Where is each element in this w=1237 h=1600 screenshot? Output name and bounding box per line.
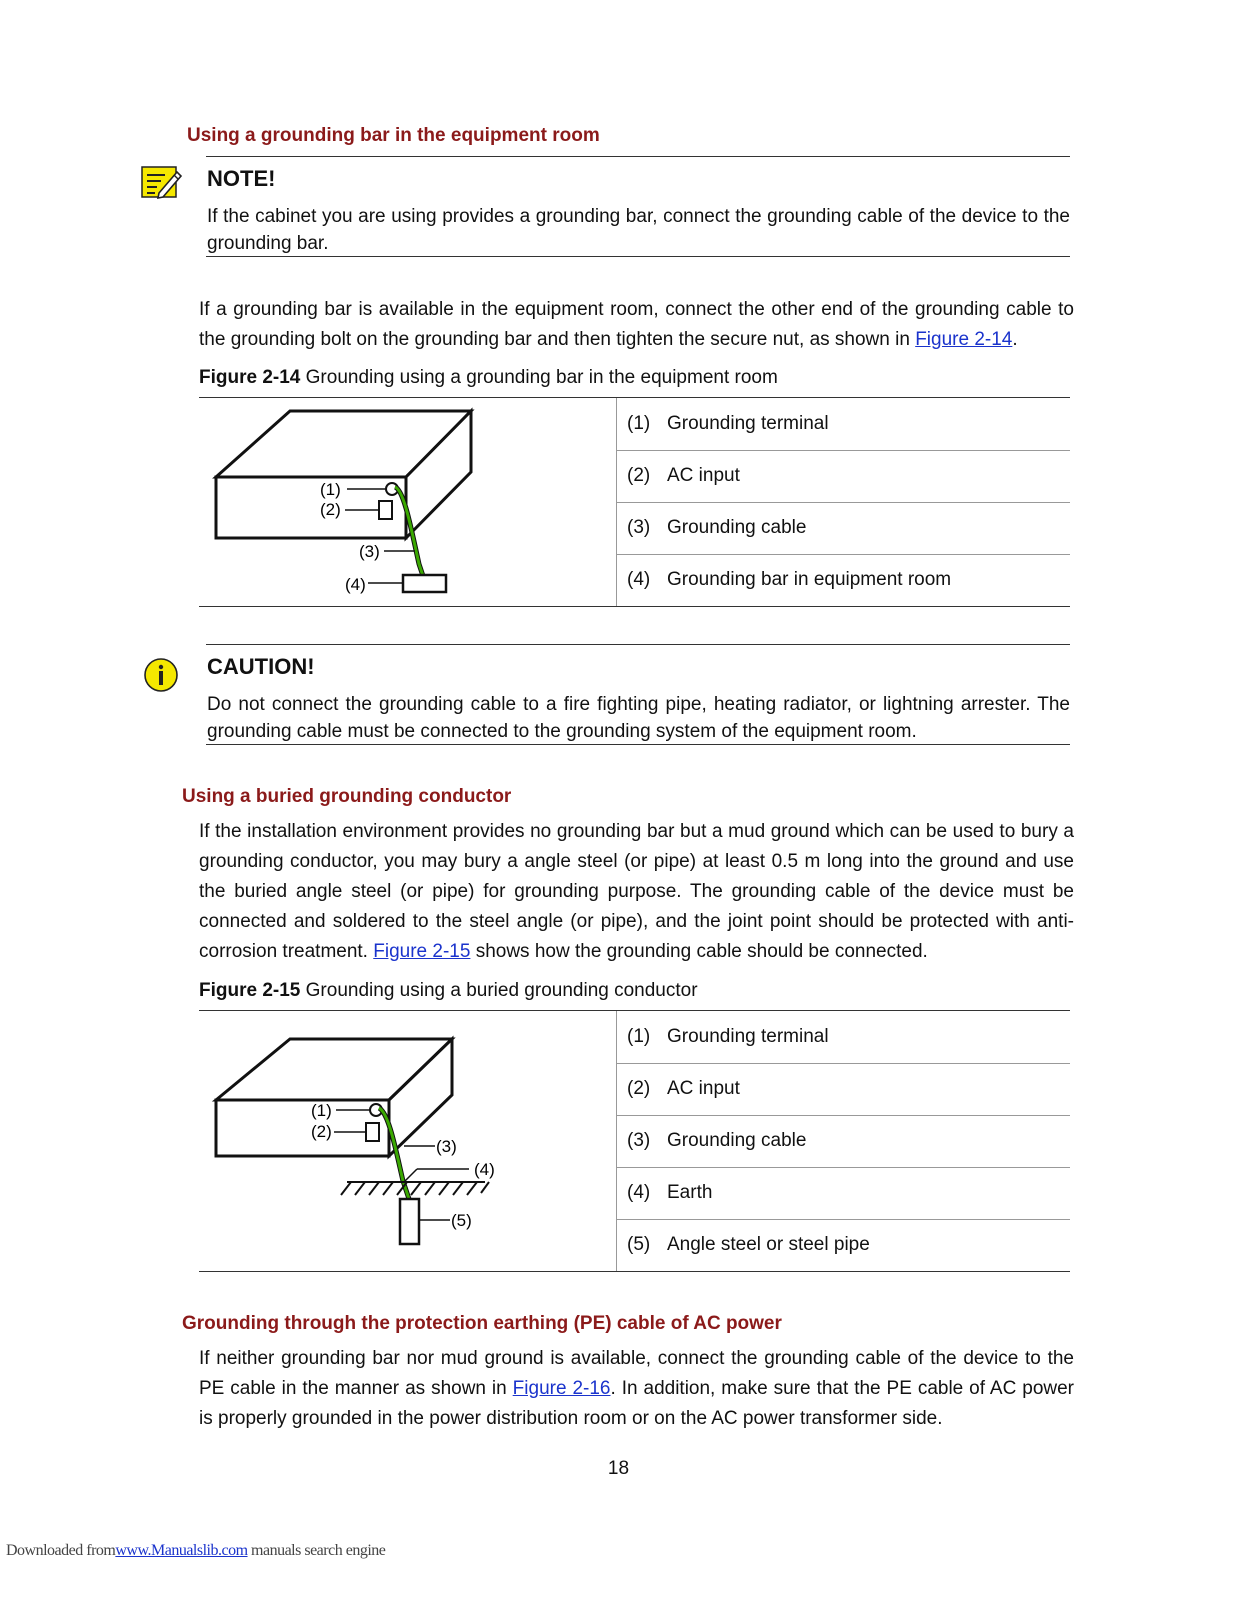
- legend-num: (1): [627, 413, 651, 434]
- figure-2-15-diagram: [199, 1011, 615, 1271]
- note-text: If the cabinet you are using provides a grounding bar, connect the grounding cable of the device to the grounding bar.: [207, 206, 1070, 254]
- legend-row: [617, 554, 1070, 606]
- caution-bottom-rule: [206, 744, 1070, 745]
- figure-caption-text: Grounding using a grounding bar in the equipment room: [305, 367, 778, 388]
- callout-1: (1): [311, 1101, 332, 1120]
- paragraph-grounding-bar: [199, 295, 1074, 355]
- figure-2-14-diagram: [199, 398, 615, 606]
- legend-row: [617, 1219, 1070, 1271]
- callout-3: (3): [436, 1137, 457, 1156]
- legend-row: [617, 1167, 1070, 1220]
- device-front-face: [216, 477, 406, 538]
- info-circle-icon: [143, 657, 179, 693]
- figure-2-14-link[interactable]: Figure 2-14: [915, 329, 1013, 350]
- paragraph-text: If a grounding bar is available in the equipment room, connect the other end of the grounding cable to the grounding bolt on the grounding bar and then tighten the secure nut, as shown in: [199, 299, 1074, 350]
- legend-row: [617, 1115, 1070, 1168]
- legend-row: [617, 1011, 1070, 1064]
- legend-label: Angle steel or steel pipe: [667, 1234, 870, 1255]
- callout-2: (2): [311, 1122, 332, 1141]
- grounding-bar-shape: [403, 575, 446, 592]
- legend-label: Grounding bar in equipment room: [667, 569, 952, 590]
- figure-label: Figure 2-15: [199, 980, 301, 1001]
- download-footer: [6, 1542, 385, 1560]
- legend-row: [617, 1063, 1070, 1116]
- device-front-face: [216, 1100, 389, 1156]
- footer-prefix: Downloaded from: [6, 1542, 116, 1559]
- figure-caption-text: Grounding using a buried grounding conductor: [305, 980, 698, 1001]
- note-top-rule: [206, 156, 1070, 157]
- caution-text: Do not connect the grounding cable to a fire fighting pipe, heating radiator, or lightning arrester. The grounding cable must be connected to the grounding system of the equipment room.: [207, 694, 1070, 742]
- legend-num: (4): [627, 1182, 651, 1203]
- section-heading-grounding-bar: Using a grounding bar in the equipment room: [187, 125, 600, 146]
- section-heading-pe-cable: Grounding through the protection earthing (PE) cable of AC power: [182, 1313, 782, 1334]
- figure-2-14: [199, 397, 1070, 607]
- figure-2-14-legend: [617, 398, 1070, 606]
- legend-label: AC input: [667, 465, 740, 486]
- paragraph-text: If the installation environment provides no grounding bar but a mud ground which can be used to bury a grounding conductor, you may bury a angle steel (or pipe) at least 0.5 m long into the ground and use the buried angle steel (or pipe) for grounding purpose. The grounding cable of the device must be connected and soldered to the steel angle (or pipe), and the joint point should be protected with anti-corrosion treatment.: [199, 821, 1074, 962]
- legend-num: (3): [627, 517, 651, 538]
- legend-label: Grounding cable: [667, 1130, 807, 1151]
- ac-input-shape: [366, 1123, 379, 1141]
- figure-2-15: [199, 1010, 1070, 1272]
- legend-num: (1): [627, 1026, 651, 1047]
- manualslib-link[interactable]: www.Manualslib.com: [115, 1542, 248, 1559]
- legend-label: AC input: [667, 1078, 740, 1099]
- legend-row: [617, 450, 1070, 503]
- legend-num: (4): [627, 569, 651, 590]
- caution-top-rule: [206, 644, 1070, 645]
- earth-hatching: [341, 1182, 489, 1195]
- section-heading-buried-conductor: Using a buried grounding conductor: [182, 786, 512, 807]
- callout-5: (5): [451, 1211, 472, 1230]
- figure-2-14-caption: [199, 367, 778, 389]
- angle-steel-shape: [400, 1199, 419, 1244]
- footer-suffix: manuals search engine: [247, 1542, 386, 1559]
- paragraph-buried-conductor: [199, 817, 1074, 967]
- legend-row: [617, 502, 1070, 555]
- callout-2: (2): [320, 500, 341, 519]
- callout-1: (1): [320, 480, 341, 499]
- callout-4: (4): [345, 575, 366, 594]
- note-bottom-rule: [206, 256, 1070, 257]
- paragraph-text: If neither grounding bar nor mud ground is available, connect the grounding cable of the device to the PE cable in the manner as shown in: [199, 1348, 1074, 1399]
- figure-2-15-legend: [617, 1011, 1070, 1271]
- legend-num: (5): [627, 1234, 651, 1255]
- legend-row: [617, 398, 1070, 451]
- legend-num: (2): [627, 1078, 651, 1099]
- figure-2-15-link[interactable]: Figure 2-15: [373, 941, 471, 962]
- paragraph-text-end: .: [1012, 329, 1018, 350]
- paragraph-text-end: . In addition, make sure that the PE cable of AC power is properly grounded in the power distribution room or on the AC power transformer side.: [199, 1378, 1074, 1429]
- caution-title: CAUTION!: [207, 654, 315, 679]
- paragraph-pe-cable: [199, 1344, 1074, 1434]
- legend-label: Earth: [667, 1182, 713, 1203]
- callout-4: (4): [474, 1160, 495, 1179]
- figure-label: Figure 2-14: [199, 367, 301, 388]
- legend-num: (3): [627, 1130, 651, 1151]
- paragraph-text-end: shows how the grounding cable should be connected.: [470, 941, 928, 962]
- legend-label: Grounding terminal: [667, 413, 829, 434]
- callout-3: (3): [359, 542, 380, 561]
- note-pencil-icon: [141, 166, 183, 200]
- legend-label: Grounding terminal: [667, 1026, 829, 1047]
- note-title: NOTE!: [207, 166, 276, 191]
- page-number: 18: [607, 1458, 630, 1479]
- ac-input-shape: [379, 501, 392, 519]
- figure-2-15-caption: [199, 980, 698, 1002]
- figure-2-16-link[interactable]: Figure 2-16: [512, 1378, 611, 1399]
- legend-num: (2): [627, 465, 651, 486]
- legend-label: Grounding cable: [667, 517, 807, 538]
